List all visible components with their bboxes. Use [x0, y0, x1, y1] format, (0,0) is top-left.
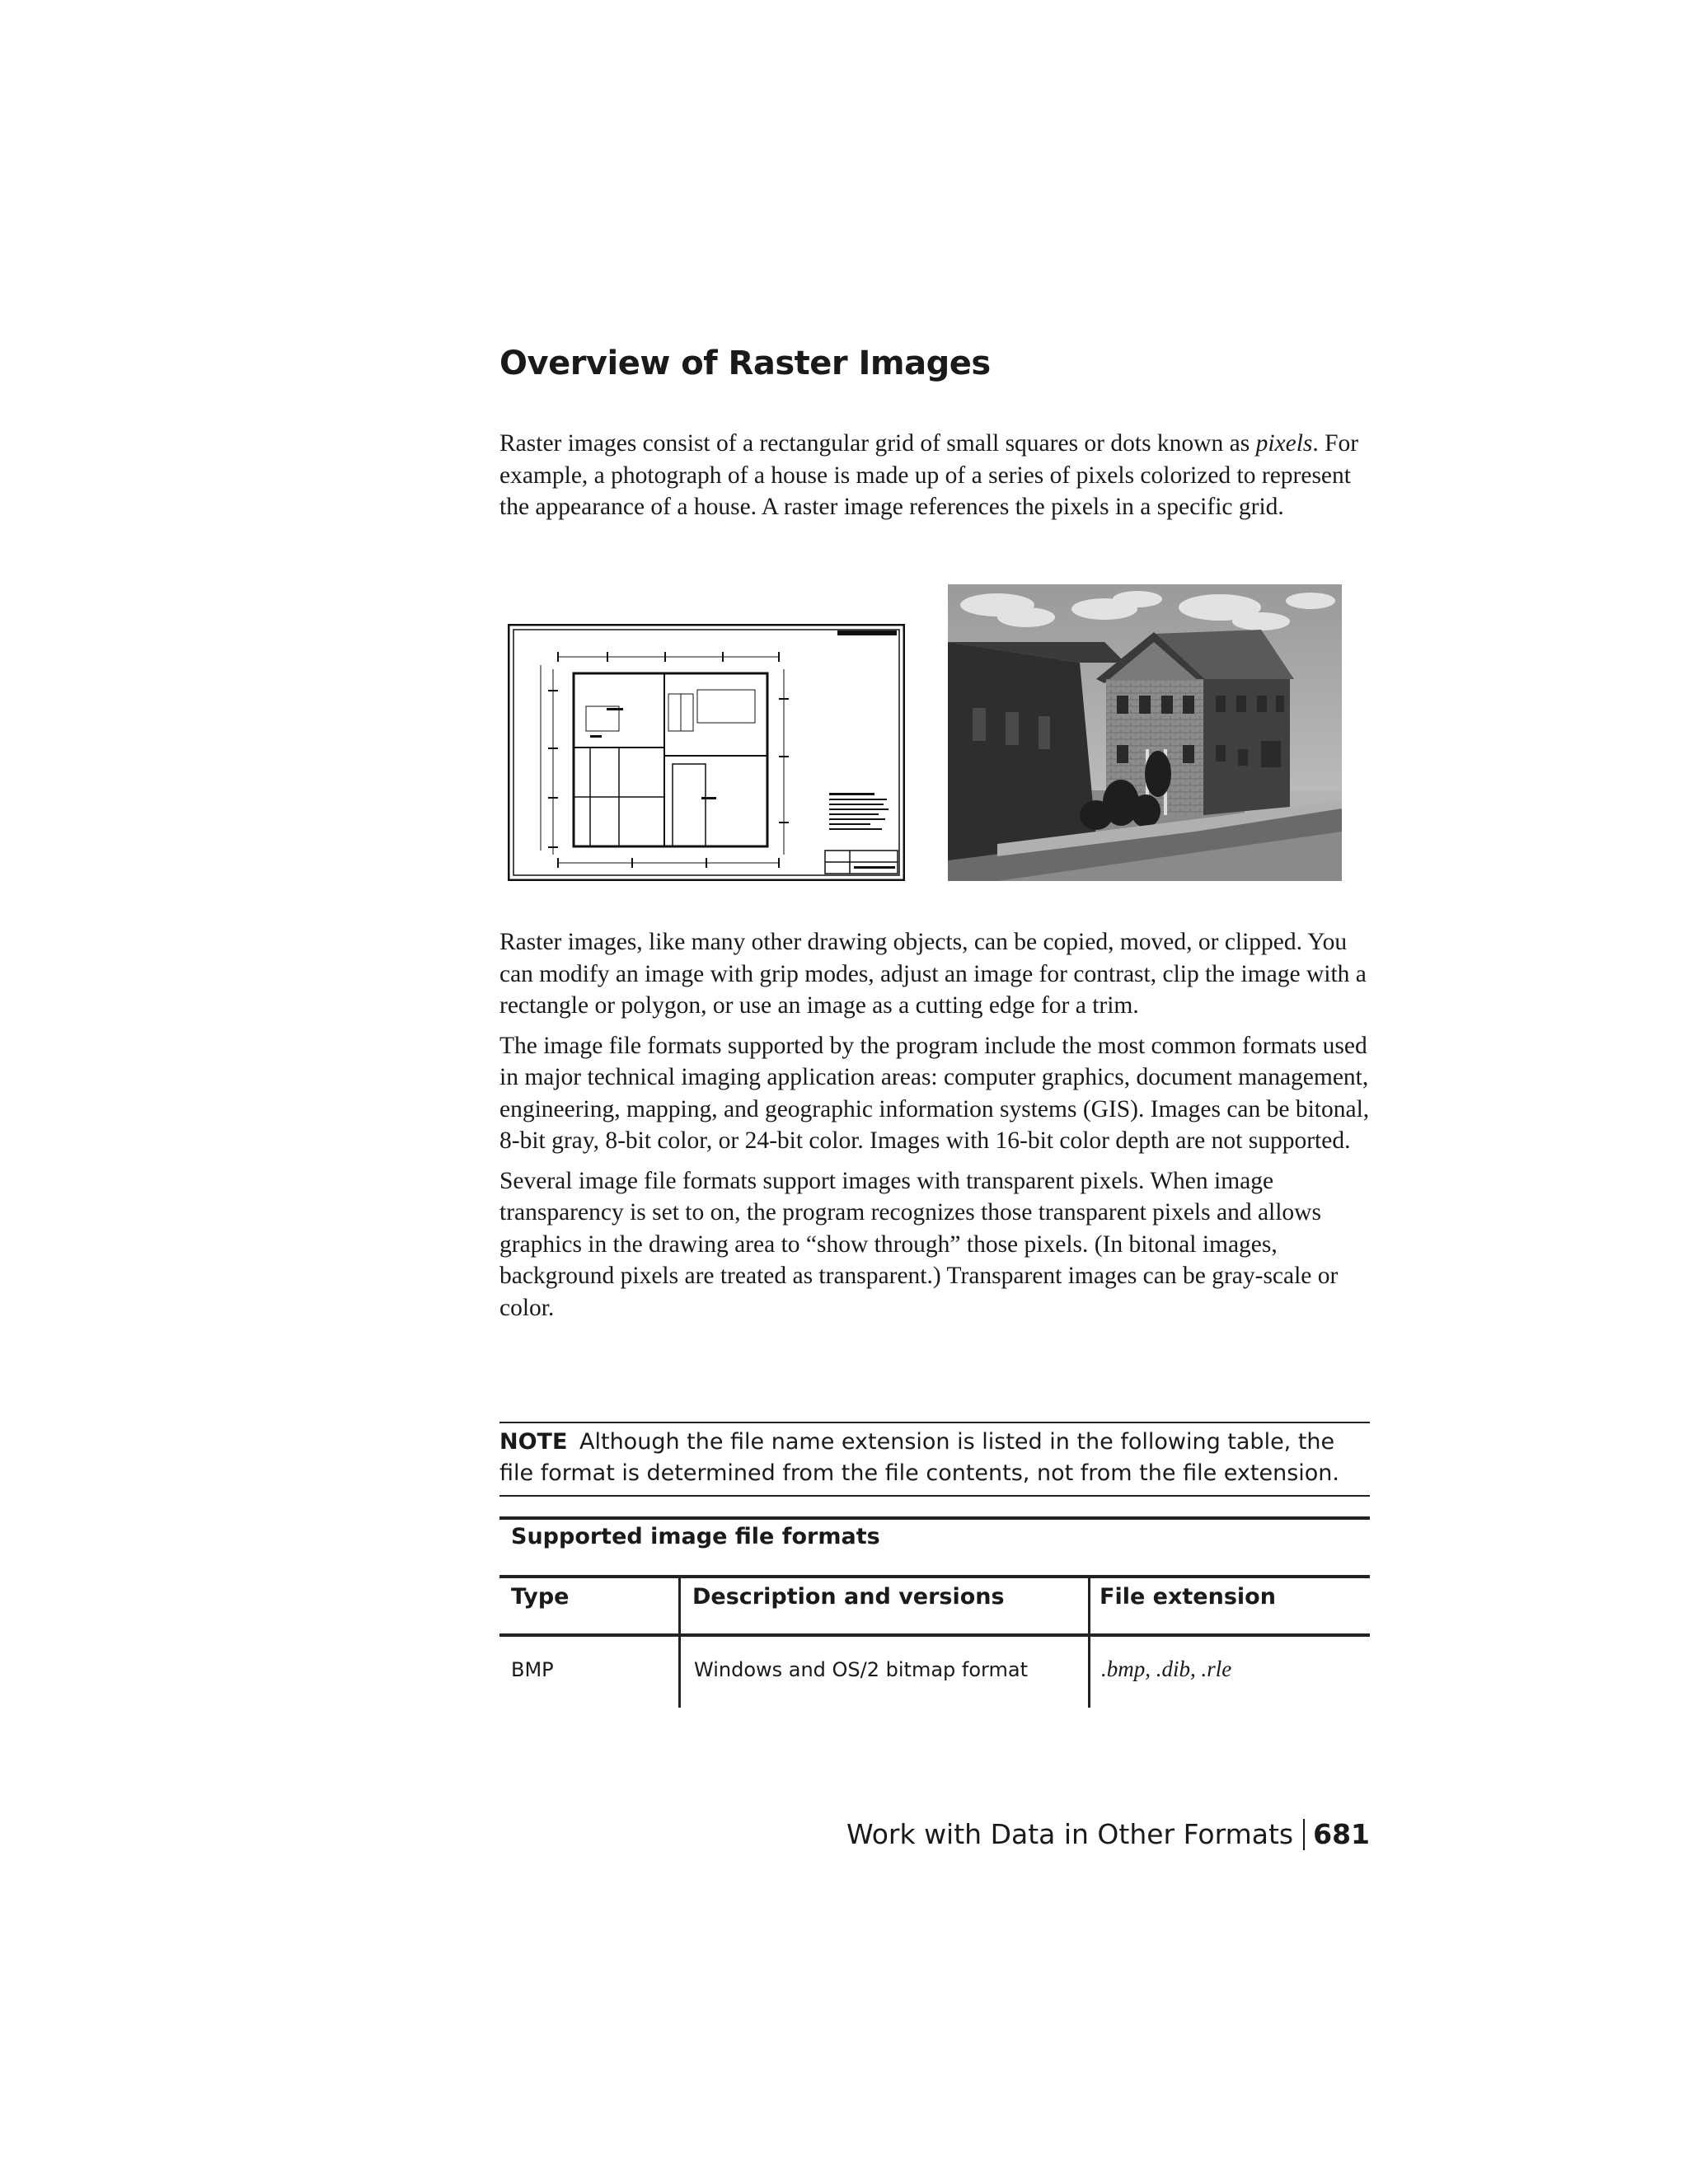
- table-header-extension: File extension: [1100, 1584, 1276, 1610]
- table-cell-type: BMP: [511, 1658, 554, 1681]
- footer-section-title: Work with Data in Other Formats: [846, 1818, 1294, 1850]
- intro-text-a: Raster images consist of a rectangular grid of small squares or dots known as: [499, 430, 1256, 457]
- paragraph-2: The image file formats supported by the program include the most common formats used in major technical imaging application areas: computer graphics, document management, engineering, mapping, and geographic information systems (GIS). Images can be bitonal, 8-bit gray, 8-bit color, or 24-bit color. Images with 16-bit color depth are not supported.: [499, 1032, 1370, 1154]
- table-cell-extension: .bmp, .dib, .rle: [1101, 1657, 1232, 1681]
- page-footer: [846, 1818, 1370, 1850]
- table-cell-description: Windows and OS/2 bitmap format: [694, 1658, 1028, 1681]
- page-title: Overview of Raster Images: [499, 344, 991, 382]
- note-label: NOTE: [499, 1429, 568, 1455]
- table-header-description: Description and versions: [692, 1584, 1005, 1610]
- table-top-rule: [499, 1516, 1370, 1520]
- intro-text-b: . For example, a photograph of a house is made up of a series of pixels colorized to represent the appearance of a house. A raster image references the pixels in a specific grid.: [499, 430, 1359, 520]
- intro-paragraph: [499, 428, 1381, 523]
- page-number: 681: [1313, 1818, 1370, 1850]
- paragraph-3: Several image file formats support images with transparent pixels. When image transparency is set to on, the program recognizes those transparent pixels and allows graphics in the drawing area to “show through” those pixels. (In bitonal images, background pixels are treated as transparent.) Transparent images can be gray-scale or color.: [499, 1167, 1339, 1321]
- paragraph-1: Raster images, like many other drawing objects, can be copied, moved, or clipped. You can modify an image with grip modes, adjust an image for contrast, clip the image with a rectangle or polygon, or use an image as a cutting edge for a trim.: [499, 929, 1367, 1019]
- table-header-rule: [499, 1633, 1370, 1637]
- floor-plan-figure: [508, 624, 905, 881]
- note-top-rule: [499, 1422, 1370, 1423]
- table-header-type: Type: [511, 1584, 570, 1610]
- table-col-divider-1: [678, 1576, 681, 1708]
- table-col-divider-2: [1088, 1576, 1090, 1708]
- footer-separator: [1303, 1819, 1305, 1850]
- house-render-figure: [948, 584, 1342, 881]
- note-block: [499, 1427, 1370, 1489]
- table-caption: Supported image file formats: [511, 1524, 880, 1549]
- note-text: Although the file name extension is listed in the following table, the file format is determined from the file contents, not from the file extension.: [499, 1429, 1339, 1486]
- body-text: [499, 926, 1381, 1332]
- intro-emphasis: pixels: [1255, 430, 1313, 457]
- table-caption-rule: [499, 1575, 1370, 1578]
- note-bottom-rule: [499, 1495, 1370, 1497]
